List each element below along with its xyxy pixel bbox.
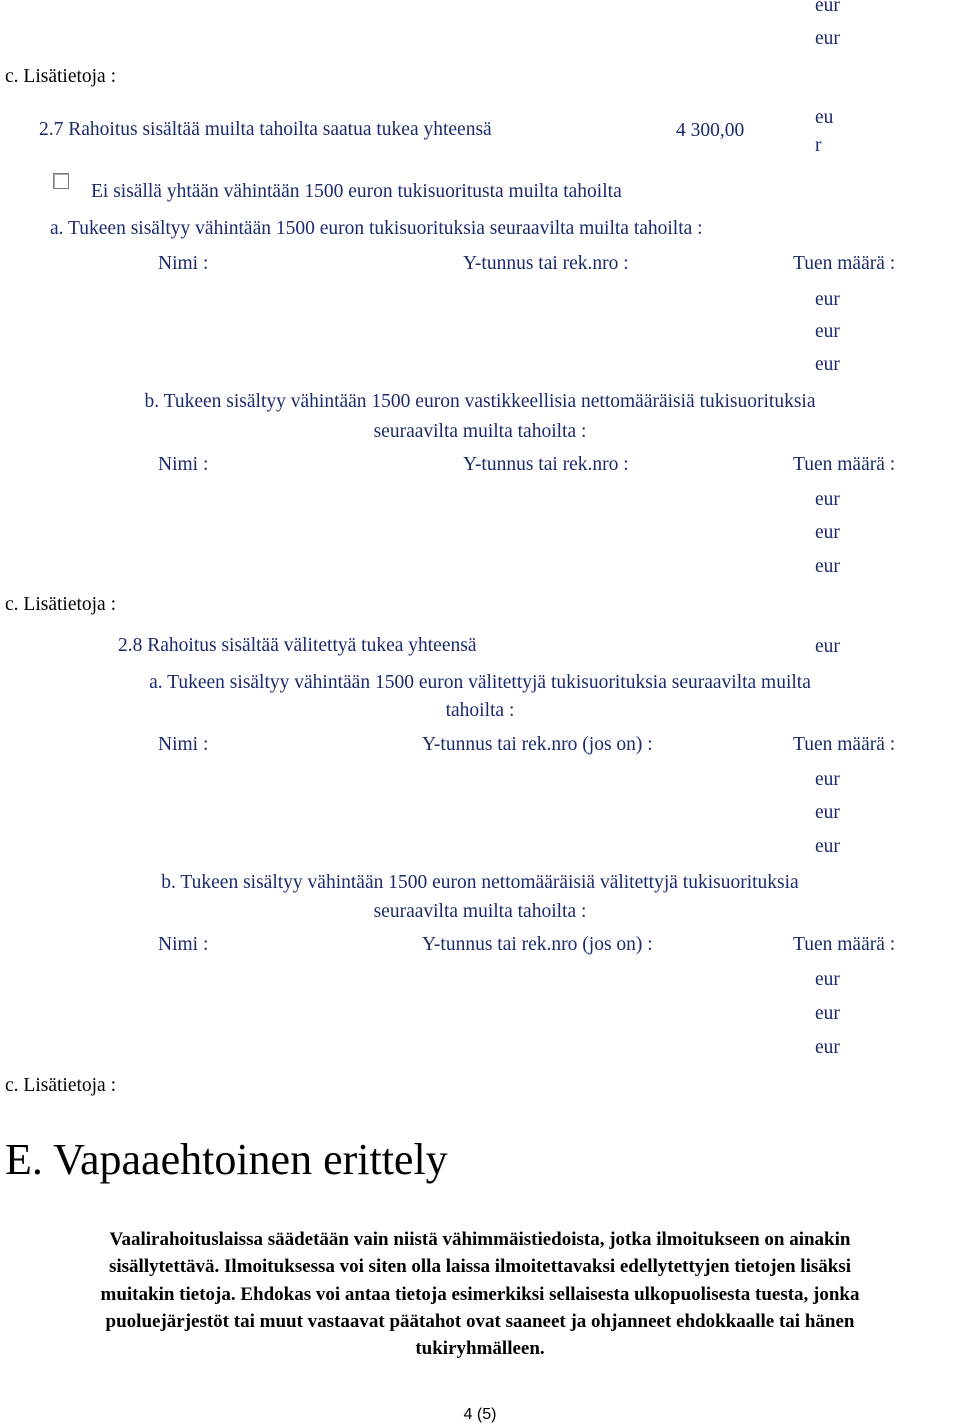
col-ytunnus-header: Y-tunnus tai rek.nro :: [463, 253, 629, 274]
page-number: 4 (5): [463, 1406, 497, 1423]
amount-row-unit: eur: [815, 489, 840, 510]
amount-row-unit: eur: [815, 522, 840, 543]
section-2-7-a-title: a. Tukeen sisältyy vähintään 1500 euron tukisuorituksia seuraavilta muilta tahoilta :: [50, 218, 703, 239]
col-tuen-maara-header: Tuen määrä :: [793, 734, 896, 755]
section-e-paragraph: [0, 1226, 960, 1363]
col-ytunnus-header: Y-tunnus tai rek.nro (jos on) :: [422, 934, 653, 955]
amount-row-unit: eur: [815, 836, 840, 857]
section-2-8-title: 2.8 Rahoitus sisältää välitettyä tukea yhteensä: [118, 635, 477, 656]
lisatietoja-label: c. Lisätietoja :: [5, 66, 117, 87]
col-nimi-header: Nimi :: [158, 253, 209, 274]
paragraph-line: muitakin tietoja. Ehdokas voi antaa tietoja esimerkiksi sellaisesta ulkopuolisesta tuesta, jonka: [100, 1283, 860, 1305]
amount-row-unit: eur: [815, 289, 840, 310]
section-2-8-b-title-line2: seuraavilta muilta tahoilta :: [373, 901, 587, 922]
section-2-7-b-title-line1: b. Tukeen sisältyy vähintään 1500 euron vastikkeellisia nettomääräisiä tukisuorituksia: [144, 391, 816, 412]
col-tuen-maara-header: Tuen määrä :: [793, 934, 896, 955]
section-2-7-amount: 4 300,00: [676, 120, 745, 141]
col-tuen-maara-header: Tuen määrä :: [793, 454, 896, 475]
col-nimi-header: Nimi :: [158, 734, 209, 755]
col-ytunnus-header: Y-tunnus tai rek.nro (jos on) :: [422, 734, 653, 755]
section-2-8-b-title-line1: b. Tukeen sisältyy vähintään 1500 euron nettomääräisiä välitettyjä tukisuorituksia: [161, 872, 799, 893]
section-2-7-b-title-line2: seuraavilta muilta tahoilta :: [373, 421, 587, 442]
amount-row-unit: eur: [815, 1003, 840, 1024]
amount-row-unit: eur: [815, 556, 840, 577]
col-tuen-maara-header: Tuen määrä :: [793, 253, 896, 274]
lisatietoja-label: c. Lisätietoja :: [5, 594, 117, 615]
paragraph-line: Vaalirahoituslaissa säädetään vain niistä vähimmäistiedoista, jotka ilmoitukseen on ainakin: [109, 1229, 851, 1250]
lisatietoja-label: c. Lisätietoja :: [5, 1075, 117, 1096]
col-ytunnus-header: Y-tunnus tai rek.nro :: [463, 454, 629, 475]
paragraph-line: sisällytettävä. Ilmoituksessa voi siten olla laissa ilmoitettavaksi edellytettyjen tietojen lisäksi: [108, 1256, 851, 1278]
eur-unit: eur: [815, 28, 840, 49]
section-2-7-unit-line1: eu: [815, 107, 834, 128]
paragraph-line: tukiryhmälleen.: [415, 1338, 545, 1360]
no-support-checkbox-label: Ei sisällä yhtään vähintään 1500 euron tukisuoritusta muilta tahoilta: [91, 181, 622, 202]
col-nimi-header: Nimi :: [158, 934, 209, 955]
paragraph-line: puoluejärjestöt tai muut vastaavat päätahot ovat saaneet ja ohjanneet ehdokkaalle tai hänen: [105, 1311, 855, 1333]
eur-unit: eur: [815, 0, 840, 16]
amount-row-unit: eur: [815, 969, 840, 990]
section-e-heading: E. Vapaaehtoinen erittely: [5, 1135, 448, 1184]
section-2-8-a-title-line2: tahoilta :: [445, 700, 515, 721]
section-2-7-unit-line2: r: [815, 135, 822, 156]
col-nimi-header: Nimi :: [158, 454, 209, 475]
section-2-7-title: 2.7 Rahoitus sisältää muilta tahoilta saatua tukea yhteensä: [39, 119, 492, 140]
section-2-8-a-title-line1: a. Tukeen sisältyy vähintään 1500 euron välitettyjä tukisuorituksia seuraavilta muilta: [149, 672, 811, 693]
no-support-checkbox[interactable]: [53, 173, 69, 189]
amount-row-unit: eur: [815, 802, 840, 823]
amount-row-unit: eur: [815, 354, 840, 375]
amount-row-unit: eur: [815, 321, 840, 342]
section-2-8-unit: eur: [815, 636, 840, 657]
amount-row-unit: eur: [815, 1037, 840, 1058]
amount-row-unit: eur: [815, 769, 840, 790]
